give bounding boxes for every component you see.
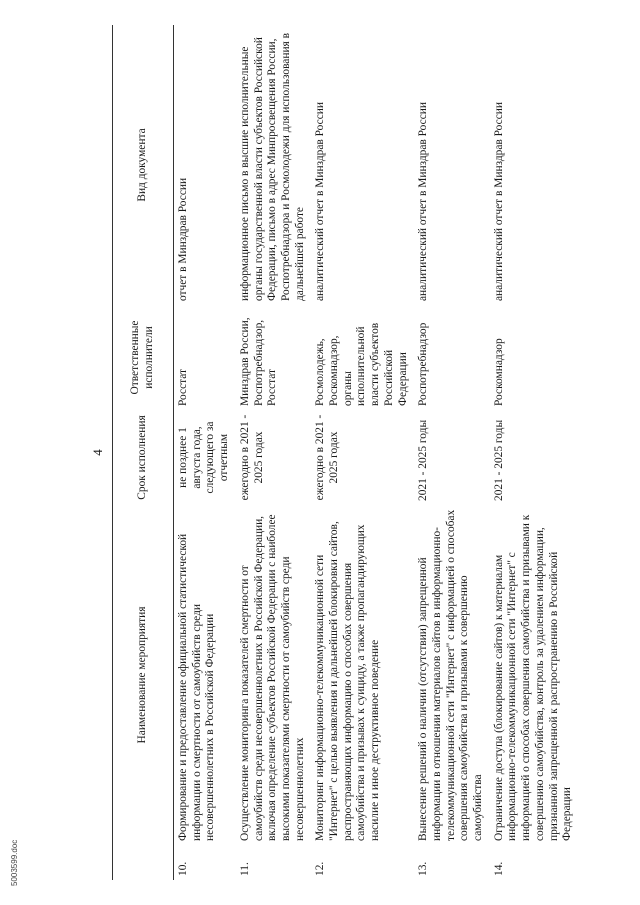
measure-name: Мониторинг информационно-телекоммуникационной сети "Интернет" с целью выявления и дальнейшей блокировки сайтов, распространяющих информацию о способах совершения самоубийства и призывах к суициду, а также пропагандирующих насилие и иное деструктивное поведение <box>314 521 382 841</box>
header-doc-type: Вид документа <box>113 25 174 305</box>
measure-doc-type: аналитический отчет в Минздрав России <box>492 102 505 301</box>
row-number: 14. <box>492 861 505 876</box>
file-id: 5003599.doc <box>10 839 19 886</box>
table-row <box>174 25 236 880</box>
measure-executors: Роспотребнадзор <box>417 322 430 406</box>
header-num <box>113 845 174 880</box>
table-row <box>490 25 579 880</box>
row-number: 12. <box>314 861 327 876</box>
measure-name: Вынесение решений о наличии (отсутствии) запрещенной информации в отношении материалов сайтов в информационно-телекоммуникационной сети "Интернет" с информацией о способах совершения самоубийства и призывами к совершению самоубийства <box>417 509 485 841</box>
measure-term: 2021 - 2025 годы <box>492 419 505 501</box>
measure-name: Ограничение доступа (блокирование сайтов) к материалам информационно-телекоммуникационной сети "Интернет" с информацией о способах совершения самоубийства и призывами к совершению самоубийства, контроль за удалением информации, признанной запрещенной к распространению в Российской Федерации <box>492 514 574 841</box>
measure-doc-type: аналитический отчет в Минздрав России <box>314 102 327 301</box>
row-number: 10. <box>177 861 189 876</box>
measure-doc-type: информационное письмо в высшие исполнительные органы государственной власти субъектов Российской Федерации, письмо в адрес Минпросвещения России, Роспотребнадзора и Росмолодежи для использования в дальнейшей работе <box>238 32 306 301</box>
table-header-row <box>113 25 174 880</box>
measure-executors: Росстат <box>177 369 189 406</box>
measure-term: 2021 - 2025 годы <box>417 419 430 501</box>
header-executors: Ответственные исполнители <box>113 305 174 410</box>
measure-doc-type: отчет в Минздрав России <box>177 177 189 301</box>
row-number: 11. <box>238 862 251 876</box>
measure-executors: Роскомнадзор <box>492 338 505 406</box>
table-row <box>311 25 414 880</box>
measure-name: Осуществление мониторинга показателей смертности от самоубийств среди несовершеннолетних в Российской Федерации, включая определение субъектов Российской Федерации с наиболее высокими показателями смертности от самоубийств среди несовершеннолетних <box>238 514 306 841</box>
header-term: Срок исполнения <box>113 410 174 505</box>
measures-table <box>112 25 579 880</box>
table-row <box>414 25 490 880</box>
measure-term: не позднее 1 августа года, следующего за отчетным <box>177 421 231 494</box>
measure-name: Формирование и предоставление официальной статистической информации о смертности от самоубийств среди несовершеннолетних в Российской Федерации <box>177 533 217 841</box>
row-number: 13. <box>417 861 430 876</box>
measure-term: ежегодно в 2021 - 2025 годах <box>314 414 341 501</box>
rotated-sheet <box>90 25 598 880</box>
page-number: 4 <box>90 449 105 456</box>
measure-term: ежегодно в 2021 - 2025 годах <box>238 414 265 501</box>
measure-executors: Минздрав России, Роспотребнадзор, Росстат <box>238 317 279 406</box>
header-name: Наименование мероприятия <box>113 505 174 845</box>
table-row <box>236 25 312 880</box>
measure-doc-type: аналитический отчет в Минздрав России <box>417 102 430 301</box>
measure-executors: Росмолодежь, Роскомнадзор, органы исполнительной власти субъектов Российской Федерации <box>314 322 409 406</box>
